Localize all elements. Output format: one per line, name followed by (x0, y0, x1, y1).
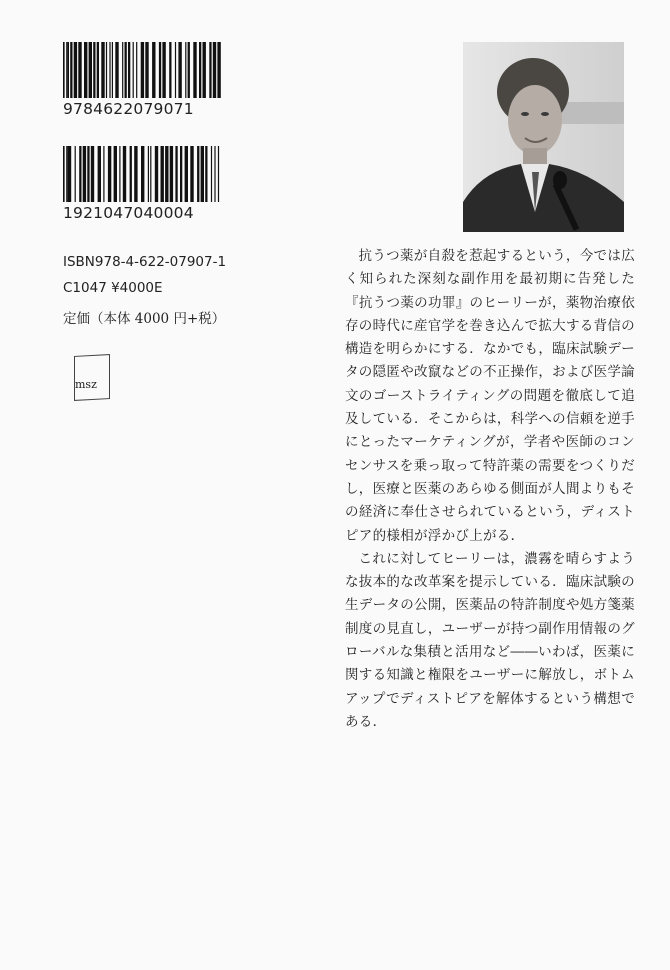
isbn-barcode-digits: 9784622079071 (63, 100, 194, 118)
author-photo (463, 42, 624, 232)
price-barcode (63, 146, 223, 202)
classification-price-code: C1047 ¥4000E (63, 280, 163, 296)
publisher-logo-text: msz (75, 378, 97, 391)
isbn-text: ISBN978-4-622-07907-1 (63, 254, 227, 270)
description-text (345, 245, 635, 734)
price-barcode-digits: 1921047040004 (63, 204, 194, 222)
price-label: 定価（本体 4000 円+税） (63, 311, 226, 327)
description-paragraph-2: これに対してヒーリーは，濃霧を晴らすような抜本的な改革案を提示している．臨床試験の生データの公開，医薬品の特許制度や処方箋薬制度の見直し，ユーザーが持つ副作用情報のグローバルな集積と活用など――いわば，医薬に関する知識と権限をユーザーに解放し，ボトムアップでディストピアを解体するという構想である． (345, 550, 635, 730)
isbn-barcode (63, 42, 223, 98)
description-paragraph-1: 抗うつ薬が自殺を惹起するという，今では広く知られた深刻な副作用を最初期に告発した『抗うつ薬の功罪』のヒーリーが，薬物治療依存の時代に産官学を巻き込んで拡大する背信の構造を明らかにする．なかでも，臨床試験データの隠匿や改竄などの不正操作，および医学論文のゴーストライティングの問題を徹底して追及している．そこからは，科学への信頼を逆手にとったマーケティングが，学者や医師のコンセンサスを乗っ取って特許薬の需要をつくりだし，医療と医薬のあらゆる側面が人間よりもその経済に奉仕させられているという，ディストピア的様相が浮かび上がる． (345, 248, 635, 544)
